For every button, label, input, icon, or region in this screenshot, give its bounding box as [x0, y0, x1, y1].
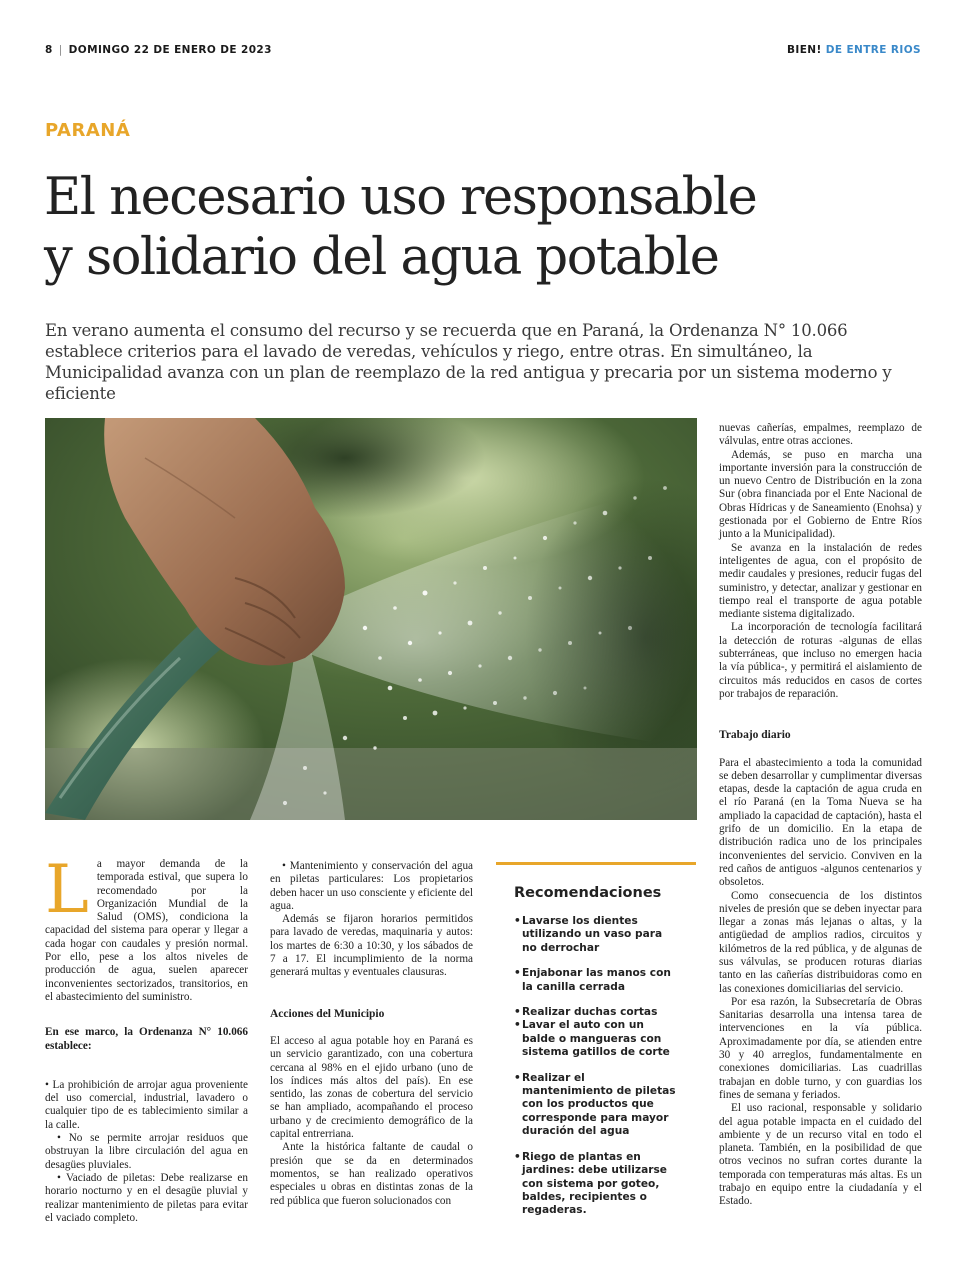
intro-paragraph: a mayor demanda de la temporada estival, que supera lo recomendado por la Organización Mundial de la Salud (OMS), condiciona la capacidad del sistema para operar y llegar a cada hogar con caudales y presión normal. Por ello, pese a los altos niveles de producción de agua, suelen aparecer inconvenientes sectorizados, transitorios, en el abastecimiento del suministro.	[45, 858, 248, 1003]
deck: En verano aumenta el consumo del recurso y se recuerda que en Paraná, la Ordenanza N° 10.066 establece criterios para el lavado de veredas, vehículos y riego, entre otras. En simultáneo, la Municipalidad avanza con un plan de reemplazo de la red antigua y precaria por un sistema moderno y eficiente	[45, 321, 892, 403]
publication-name	[787, 44, 921, 56]
ordinance-lead: En ese marco, la Ordenanza N° 10.066 establece:	[45, 1026, 248, 1052]
publication-prefix: BIEN!	[787, 44, 822, 56]
recommendations-list	[514, 915, 678, 1218]
ordinance-item-4: • Mantenimiento y conservación del agua en piletas particulares: Los propietarios deben hacer un uso consciente y eficiente del agua.	[270, 860, 473, 912]
page-header	[45, 44, 921, 60]
article-column-3	[719, 422, 922, 1209]
recommendation-item: • Lavar el auto con un balde o mangueras con sistema gatillos de corte	[514, 1019, 678, 1059]
body-paragraph: Para el abastecimiento a toda la comunidad se deben desarrollar y cumplimentar diversas etapas, desde la captación de agua cruda en el río Paraná (en la Toma Nueva se ha ampliado la capacidad de captación), hasta el grifo de un domicilio. En la etapa de distribución radica uno de los principales inconvenientes del servicio. Conviven en la red caños de antiguos -algunos centenarios y obsoletos.	[719, 756, 922, 889]
body-paragraph: Como consecuencia de los distintos niveles de presión que se deben inyectar para llegar a zonas más lejanas o altas, y la antigüedad de amplios radios, circuitos y kilómetros de la red pública, y de algunas de sus válvulas, se producen roturas diarias tanto en las cañerías distribuidoras como en las conexiones domiciliarias del servicio.	[719, 889, 922, 995]
recommendation-item: • Realizar el mantenimiento de piletas con los productos que corresponde para mayor duración del agua	[514, 1072, 678, 1139]
separator: |	[58, 44, 63, 56]
ordinance-item-1: • La prohibición de arrojar agua proveniente del uso comercial, industrial, lavadero o cualquier tipo de es tablecimiento similar a la calle.	[45, 1078, 248, 1131]
publication-suffix: DE ENTRE RIOS	[825, 44, 921, 56]
drop-cap: L	[45, 851, 89, 928]
body-paragraph: El acceso al agua potable hoy en Paraná es un servicio garantizado, con una cobertura cercana al 98% en el ejido urbano (uno de los índices más altos del país). En ese sentido, las zonas de cobertura del servicio se han ampliado, acompañando el proceso urbano y de crecimiento demográfico de la capital entrerriana.	[270, 1034, 473, 1141]
headline	[44, 168, 924, 288]
body-paragraph: Ante la histórica faltante de caudal o presión que se da en determinados momentos, se han realizado operativos especiales u obras en distintas zonas de la red pública que fueron solucionados con	[270, 1141, 473, 1207]
ordinance-item-3: • Vaciado de piletas: Debe realizarse en horario nocturno y en el desagüe pluvial y realizar mantenimiento de piletas para evitar el vaciado completo.	[45, 1171, 248, 1224]
section-tag: PARANÁ	[45, 120, 131, 141]
recommendations-title: Recomendaciones	[514, 885, 662, 901]
body-paragraph: Además, se puso en marcha una importante inversión para la construcción de un nuevo Centro de Distribución en la zona Sur (obra financiada por el Ente Nacional de Obras Hídricas y de Saneamiento (Enohsa) y gestionada por el Gobierno de Entre Ríos junto a la Municipalidad).	[719, 448, 922, 541]
subhead-acciones: Acciones del Municipio	[270, 1007, 385, 1020]
page-date: DOMINGO 22 DE ENERO DE 2023	[68, 44, 272, 56]
body-paragraph: Por esa razón, la Subsecretaría de Obras Sanitarias desarrolla una intensa tarea de intervenciones en la vía pública. Aproximadamente por día, se atienden entre 30 y 40 arreglos, fundamentalmente en conexiones domiciliarias. Las cuadrillas trabajan en doble turno, y con guardias los fines de semana y feriados.	[719, 995, 922, 1101]
recommendation-item: • Enjabonar las manos con la canilla cerrada	[514, 967, 678, 994]
body-paragraph: nuevas cañerías, empalmes, reemplazo de válvulas, entre otras acciones.	[719, 422, 922, 448]
ordinance-item-2: • No se permite arrojar residuos que obstruyan la libre circulación del agua en desagües pluviales.	[45, 1132, 248, 1171]
headline-line-2: y solidario del agua potable	[44, 228, 719, 287]
article-photo	[45, 418, 697, 820]
body-paragraph: El uso racional, responsable y solidario del agua potable impacta en el cuidado del ambiente y de un recurso vital en todo el planeta. También, en la posibilidad de que otros vecinos no sufran cortes durante la temporada con temperaturas más altas. Es un trabajo en equipo entre la ciudadanía y el Estado.	[719, 1102, 922, 1208]
page-info	[45, 44, 272, 56]
headline-line-1: El necesario uso responsable	[44, 168, 757, 227]
subhead-trabajo-diario: Trabajo diario	[719, 729, 791, 742]
recommendation-item: • Lavarse los dientes utilizando un vaso para no derrochar	[514, 915, 678, 955]
recommendation-item: • Riego de plantas en jardines: debe utilizarse con sistema por goteo, baldes, recipientes o regaderas.	[514, 1151, 678, 1218]
hose-watering-photo	[45, 418, 697, 820]
article-column-2	[270, 860, 473, 1208]
recommendations-box	[496, 862, 696, 1218]
page-number: 8	[45, 44, 53, 56]
recommendation-item: • Realizar duchas cortas	[514, 1006, 678, 1019]
schedule-paragraph: Además se fijaron horarios permitidos para lavado de veredas, maquinaria y autos: los martes de 6:30 a 10:30, y los sábados de 7 a 17. El incumplimiento de la norma generará multas y eventuales clausuras.	[270, 913, 473, 979]
body-paragraph: La incorporación de tecnología facilitará la detección de roturas -algunas de ellas subterráneas, que incluso no emergen hacia la vía pública-, y permitirá el aislamiento de circuitos más reducidos en casos de cortes por trabajos de reparación.	[719, 621, 922, 700]
body-paragraph: Se avanza en la instalación de redes inteligentes de agua, con el propósito de medir caudales y presiones, reducir fugas del suministro, y detectar, analizar y gestionar en tiempo real el transporte de agua potable mediante sistema digitalizado.	[719, 541, 922, 621]
article-column-1	[45, 851, 248, 1225]
